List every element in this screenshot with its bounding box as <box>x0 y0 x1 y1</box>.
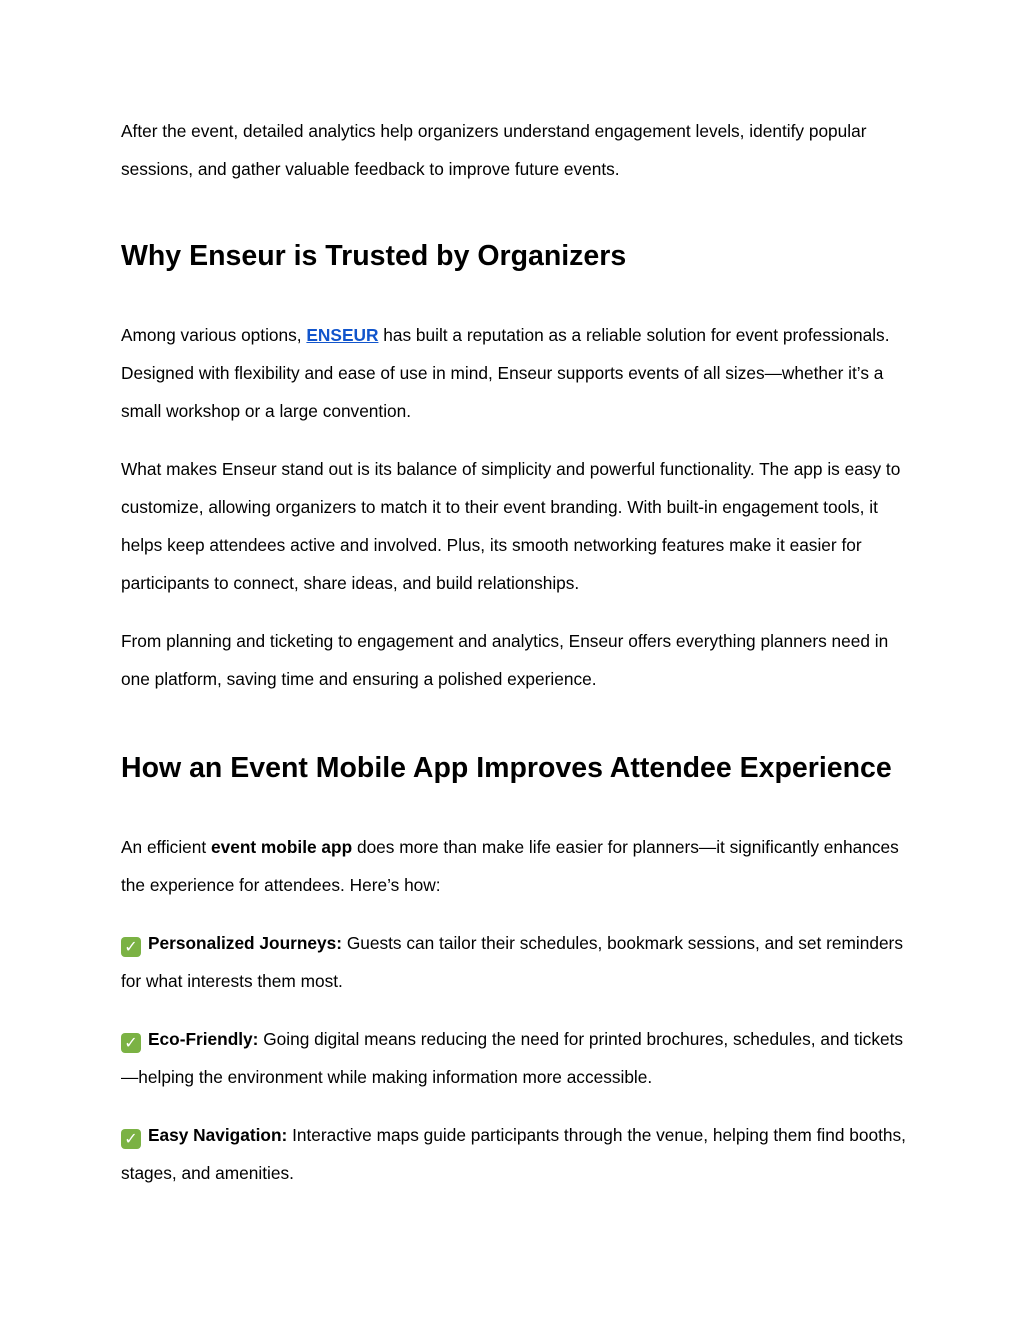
trusted-paragraph-1 <box>121 316 911 430</box>
benefit-text: Going digital means reducing the need for printed brochures, schedules, and tickets—helping the environment while making information more accessible. <box>121 1029 904 1087</box>
check-icon: ✓ <box>121 937 141 957</box>
benefit-title: Personalized Journeys: <box>148 933 343 953</box>
benefit-title: Easy Navigation: <box>148 1125 288 1145</box>
benefit-item-eco-friendly <box>121 1020 911 1096</box>
attendee-intro-bold: event mobile app <box>210 837 353 857</box>
trusted-p1-before: Among various options, <box>121 325 307 345</box>
document-page <box>121 112 911 1192</box>
benefit-item-personalized <box>121 924 911 1000</box>
benefit-item-easy-navigation <box>121 1116 911 1192</box>
heading-why-enseur: Why Enseur is Trusted by Organizers <box>121 240 627 272</box>
enseur-link[interactable]: ENSEUR <box>306 325 379 345</box>
attendee-intro-after: does more than make life easier for planners—it significantly enhances the experience for attendees. Here’s how: <box>121 837 899 895</box>
benefit-text: Interactive maps guide participants through the venue, helping them find booths, stages, and amenities. <box>121 1125 906 1183</box>
benefit-title: Eco-Friendly: <box>148 1029 259 1049</box>
check-icon: ✓ <box>121 1129 141 1149</box>
benefit-text: Guests can tailor their schedules, bookmark sessions, and set reminders for what interests them most. <box>121 933 903 991</box>
attendee-intro-paragraph <box>121 828 911 904</box>
trusted-paragraph-2: What makes Enseur stand out is its balance of simplicity and powerful functionality. The app is easy to customize, allowing organizers to match it to their event branding. With built-in engagement tools, it helps keep attendees active and involved. Plus, its smooth networking features make it easier for participants to connect, share ideas, and build relationships. <box>121 459 901 593</box>
heading-attendee-experience: How an Event Mobile App Improves Attendee Experience <box>121 752 892 784</box>
intro-paragraph: After the event, detailed analytics help organizers understand engagement levels, identify popular sessions, and gather valuable feedback to improve future events. <box>121 121 867 179</box>
trusted-paragraph-3: From planning and ticketing to engagement and analytics, Enseur offers everything planners need in one platform, saving time and ensuring a polished experience. <box>121 631 889 689</box>
check-icon: ✓ <box>121 1033 141 1053</box>
attendee-intro-before: An efficient <box>121 837 211 857</box>
trusted-p1-after: has built a reputation as a reliable solution for event professionals. Designed with flexibility and ease of use in mind, Enseur supports events of all sizes—whether it’s a small workshop or a large convention. <box>121 325 890 421</box>
